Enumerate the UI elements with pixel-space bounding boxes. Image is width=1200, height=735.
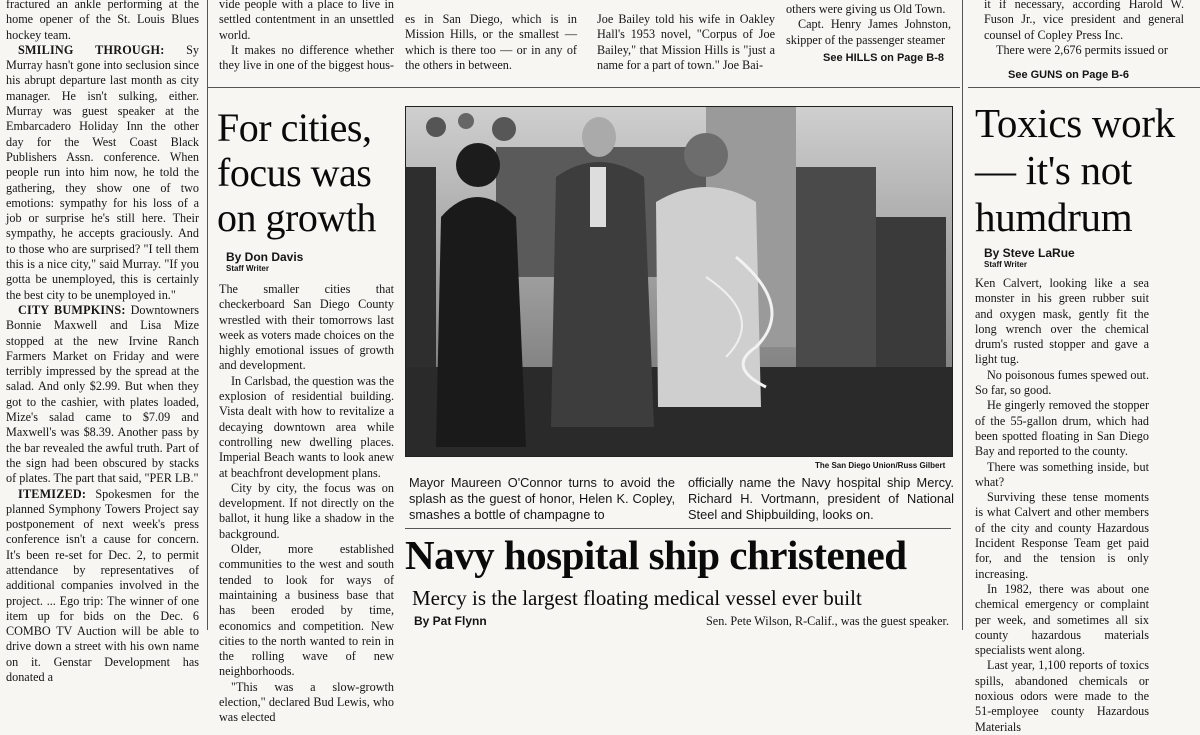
cities-role: Staff Writer: [226, 264, 269, 273]
cities-byline: By Don Davis: [226, 250, 304, 264]
toxics-byline-block: [984, 246, 1075, 275]
jump-hills[interactable]: See HILLS on Page B-8: [823, 52, 945, 64]
ship-subhead: Mercy is the largest floating medical vessel ever built: [412, 586, 862, 610]
photo-caption-left: Mayor Maureen O'Connor turns to avoid the splash as the guest of honor, Helen K. Copley, smashes a bottle of champagne to: [409, 475, 675, 522]
left-column: [6, 0, 199, 685]
photo-caption-right: officially name the Navy hospital ship Mercy. Richard H. Vortmann, president of National Steel and Shipbuilding, looks on.: [688, 475, 954, 522]
jump-guns[interactable]: See GUNS on Page B-6: [1008, 69, 1130, 81]
cities-body: The smaller cities that checkerboard San Diego County wrestled with their tomorrows last week as voters made choices on the highly emotional issues of growth and development. In Carlsbad, the question was the explosion of residential building. Vista dealt with how to revitalize a decaying downtown area while controlling new dwelling places. Imperial Beach wants to look anew at beachfront development plans. City by city, the focus was on development. If not directly on the ballot, it hung like a shadow in the background. Older, more established communities to the west and south tended to look for ways of maintaining a business base that has been eroded by time, economics and competition. New cities to the north wanted to rein in the rolling wave of new neighborhoods. "This was a slow-growth election," declared Bud Lewis, who was elected: [219, 282, 394, 725]
toxics-body: Ken Calvert, looking like a sea monster in his green rubber suit and oxygen mask, gently fit the long wrench over the chemical drum's rusted stopper and gave a light tug. No poisonous fumes spewed out. So far, so good. He gingerly removed the stopper of the 55-gallon drum, which had been spotted floating in San Diego Bay and reported to the county. There was something inside, but what? Surviving these tense moments is what Calvert and other members of the city and county Hazardous Incident Response Team get paid for, and the tension is only increasing. In 1982, there was about one chemical emergency or complaint per week, and sometimes all six county hazardous materials specialists went along. Last year, 1,100 reports of toxics spills, abandoned chemicals or noxious odors were made to the 51-employee county Hazardous Materials: [975, 276, 1149, 734]
top-col-e: it if necessary, according Harold W. Fuson Jr., vice president and general counsel of Copley Press Inc. There were 2,676 permits issued or: [984, 0, 1184, 57]
top-col-d: others were giving us Old Town. Capt. Henry James Johnston, skipper of the passenger steamer: [786, 2, 951, 47]
toxics-headline: Toxics work — it's not humdrum: [975, 100, 1175, 240]
christening-photo: [405, 106, 953, 457]
top-strip-rule-right: [968, 87, 1200, 88]
ship-lead: Sen. Pete Wilson, R-Calif., was the guest speaker.: [706, 614, 949, 628]
left-para-2: CITY BUMPKINS: Downtowners Bonnie Maxwell and Lisa Mize stopped at the new Irvine Ranch Farmers Market on Friday and were terribly impressed by the spread at the salad. And only $2.99. But when they got to the cashier, with plates loaded, Mize's salad came to $7.09 and Maxwell's was $8.39. Another pass by the bar revealed the awful truth. Part of the sign had been obscured by stacks of plates. The part that said, "PER LB.": [6, 302, 199, 486]
left-para-0: fractured an ankle performing at the home opener of the St. Louis Blues hockey team.: [6, 0, 199, 42]
top-col-a: vide people with a place to live in settled contentment in an unsettled world. It makes no difference whether they live in one of the biggest hous-: [219, 0, 394, 73]
toxics-byline: By Steve LaRue: [984, 246, 1075, 260]
caption-rule: [405, 528, 951, 529]
ship-byline: By Pat Flynn: [414, 614, 487, 628]
top-col-b: es in San Diego, which is in Mission Hills, or the smallest — which is there too — or in any of the others in between.: [405, 12, 577, 72]
photo-credit: The San Diego Union/Russ Gilbert: [815, 461, 946, 470]
left-para-1: SMILING THROUGH: Sy Murray hasn't gone into seclusion since his abrupt departure last month as city manager. He isn't sulking, either. Murray was guest speaker at the Embarcadero Holiday Inn the other day for the West Coast Black Publishers Assn. conference. When people run into him now, he told the gathering, they show one of two emotions: sympathy for his loss of a job or surprise he's still here. Their sympathy, he accepts graciously. And to those who are surprised? "I tell them this is a nice city," said Murray. "If you gotta be unemployed, this is certainly the best city to be unemployed in.": [6, 42, 199, 302]
column-divider-right: [962, 0, 963, 630]
column-divider: [207, 0, 208, 630]
cities-byline-block: [226, 250, 303, 279]
top-col-c: Joe Bailey told his wife in Oakley Hall's 1953 novel, "Corpus of Joe Bailey," that Mission Hills is "just a name for a part of town." Joe Bai-: [597, 12, 775, 72]
photo-illustration: [406, 107, 952, 456]
ship-headline: Navy hospital ship christened: [405, 532, 907, 578]
top-strip-rule: [208, 87, 960, 88]
cities-headline: For cities, focus was on growth: [217, 105, 376, 240]
toxics-role: Staff Writer: [984, 260, 1027, 269]
left-para-3: ITEMIZED: Spokesmen for the planned Symphony Towers Project say postponement of next week's press conference isn't a cause for concern. It's been re-set for Dec. 2, to permit attendance by representatives of additional companies involved in the project. ... Ego trip: The winner of one item up for bids on the Dec. 6 COMBO TV Auction will be able to drive down a street with his own name on it. Genstar Development has donated a: [6, 486, 199, 685]
